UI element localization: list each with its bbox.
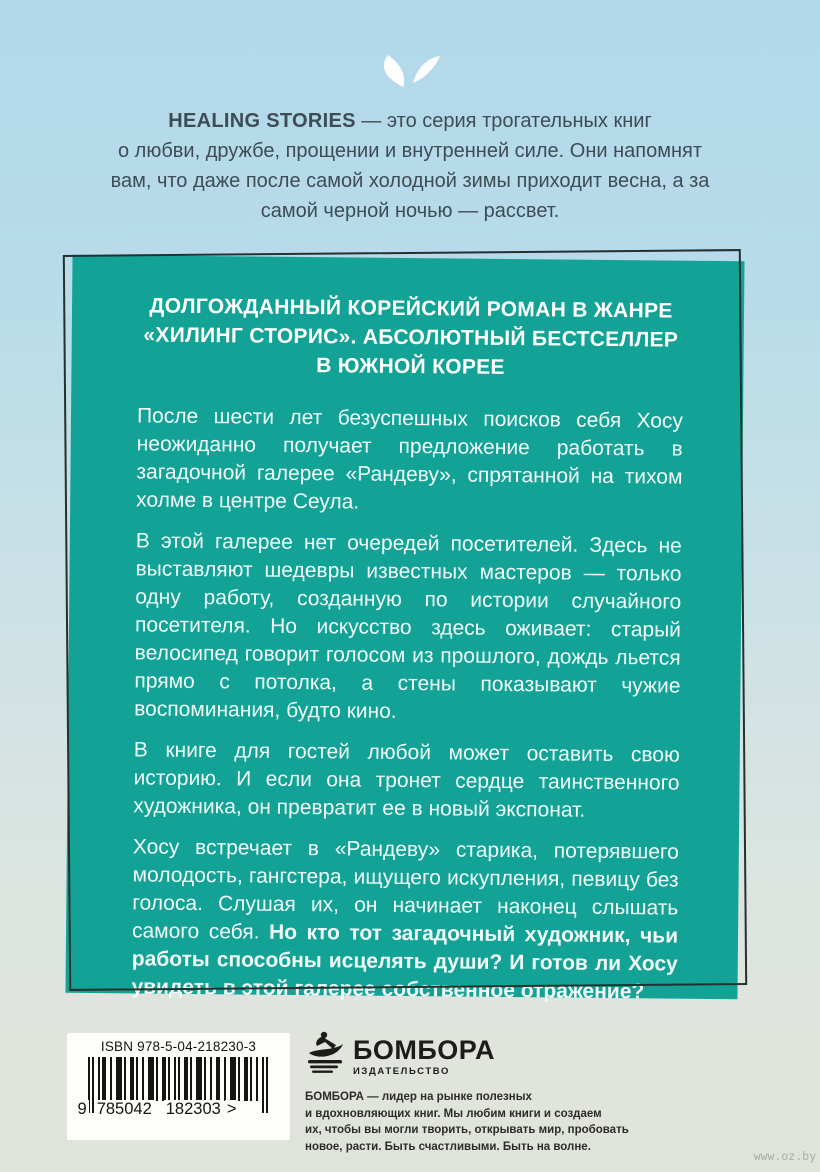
series-brand-name: HEALING STORIES — [168, 110, 356, 132]
publisher-names — [353, 1030, 495, 1077]
annotation-panel-background — [65, 255, 744, 1004]
barcode-digits-group-2: 182303 — [165, 1100, 221, 1118]
annotation-paragraph-1: После шести лет безуспешных поисков себя Хосу неожиданно получает предложение работать в загадочной галерее «Рандеву», спрятанной на тихом холме в центре Сеула. — [136, 404, 684, 514]
publisher-description-line-2: и вдохновляющих книг. Мы любим книги и создаем — [305, 1107, 602, 1120]
barcode-digits-group-1: 785042 — [96, 1100, 152, 1118]
annotation-heading-line-2: «ХИЛИНГ СТОРИС». АБСОЛЮТНЫЙ БЕСТСЕЛЛЕР — [143, 323, 679, 352]
bird-leaves-icon — [380, 55, 440, 89]
annotation-heading-line-3: В ЮЖНОЙ КОРЕЕ — [316, 354, 505, 379]
series-description-line-4: самой черной ночью — рассвет. — [260, 200, 560, 222]
isbn-number: ISBN 978-5-04-218230-3 — [100, 1039, 257, 1054]
series-description-line-3: вам, что даже после самой холодной зимы приходит весна, а за — [110, 170, 710, 192]
series-description — [60, 106, 760, 226]
publisher-description-line-1: БОМБОРА — лидер на рынке полезных — [305, 1091, 532, 1103]
annotation-panel — [64, 250, 746, 1004]
annotation-paragraph-3: В книге для гостей любой может оставить свою историю. И если она тронет сердце таинственного художника, он превратит ее в новый экспонат. — [133, 738, 680, 822]
isbn-barcode-card — [67, 1033, 290, 1140]
publisher-subtitle: ИЗДАТЕЛЬСТВО — [353, 1066, 450, 1077]
annotation-paragraph-4-bold: Но кто тот загадочный художник, чьи работы способны исцелять души? И готов ли Хосу увидеть в этой галерее собственное отражение? — [131, 920, 679, 1004]
publisher-description — [305, 1089, 650, 1155]
annotation-paragraph-4 — [131, 833, 679, 1006]
series-line-1-rest: — это серия трогательных книг — [355, 110, 652, 132]
annotation-heading-line-1: ДОЛГОЖДАННЫЙ КОРЕЙСКИЙ РОМАН В ЖАНРЕ — [149, 294, 673, 323]
barcode-digits — [76, 1100, 282, 1119]
publisher-logo-row — [305, 1030, 650, 1077]
series-description-line-1 — [60, 106, 760, 136]
series-description-line-2: о любви, дружбе, прощении и внутренней силе. Они напомнят — [117, 140, 702, 162]
healing-stories-bird-icon — [0, 55, 820, 89]
publisher-description-line-4: новое, расти. Быть счастливыми. Быть на волне. — [305, 1140, 591, 1153]
publisher-description-line-3: их, чтобы вы могли творить, открывать мир, пробовать — [305, 1124, 629, 1136]
annotation-paragraph-2: В этой галерее нет очередей посетителей. Здесь не выставляют шедевры известных мастеров — только одну работу, созданную по истории случайного посетителя. Но искусство здесь оживает: старый велосипед говорит голосом из прошлого, дождь льется прямо с потолка, а стены показывают чужие воспоминания, будто кино. — [134, 529, 682, 723]
annotation-paragraph-4-regular: Хосу встречает в «Рандеву» старика, потерявшего молодость, гангстера, ищущего искупления, певицу без голоса. Слушая их, он начинает наконец слышать самого себя. — [131, 835, 679, 944]
watermark: www.oz.by — [753, 1149, 816, 1163]
barcode-digit-left: 9 — [77, 1100, 87, 1118]
publisher-name: БОМБОРА — [353, 1035, 495, 1065]
barcode-suffix: > — [226, 1100, 237, 1118]
annotation-heading — [137, 291, 684, 383]
publisher-block — [305, 1030, 650, 1155]
bombora-surfer-logo-icon — [305, 1030, 347, 1074]
